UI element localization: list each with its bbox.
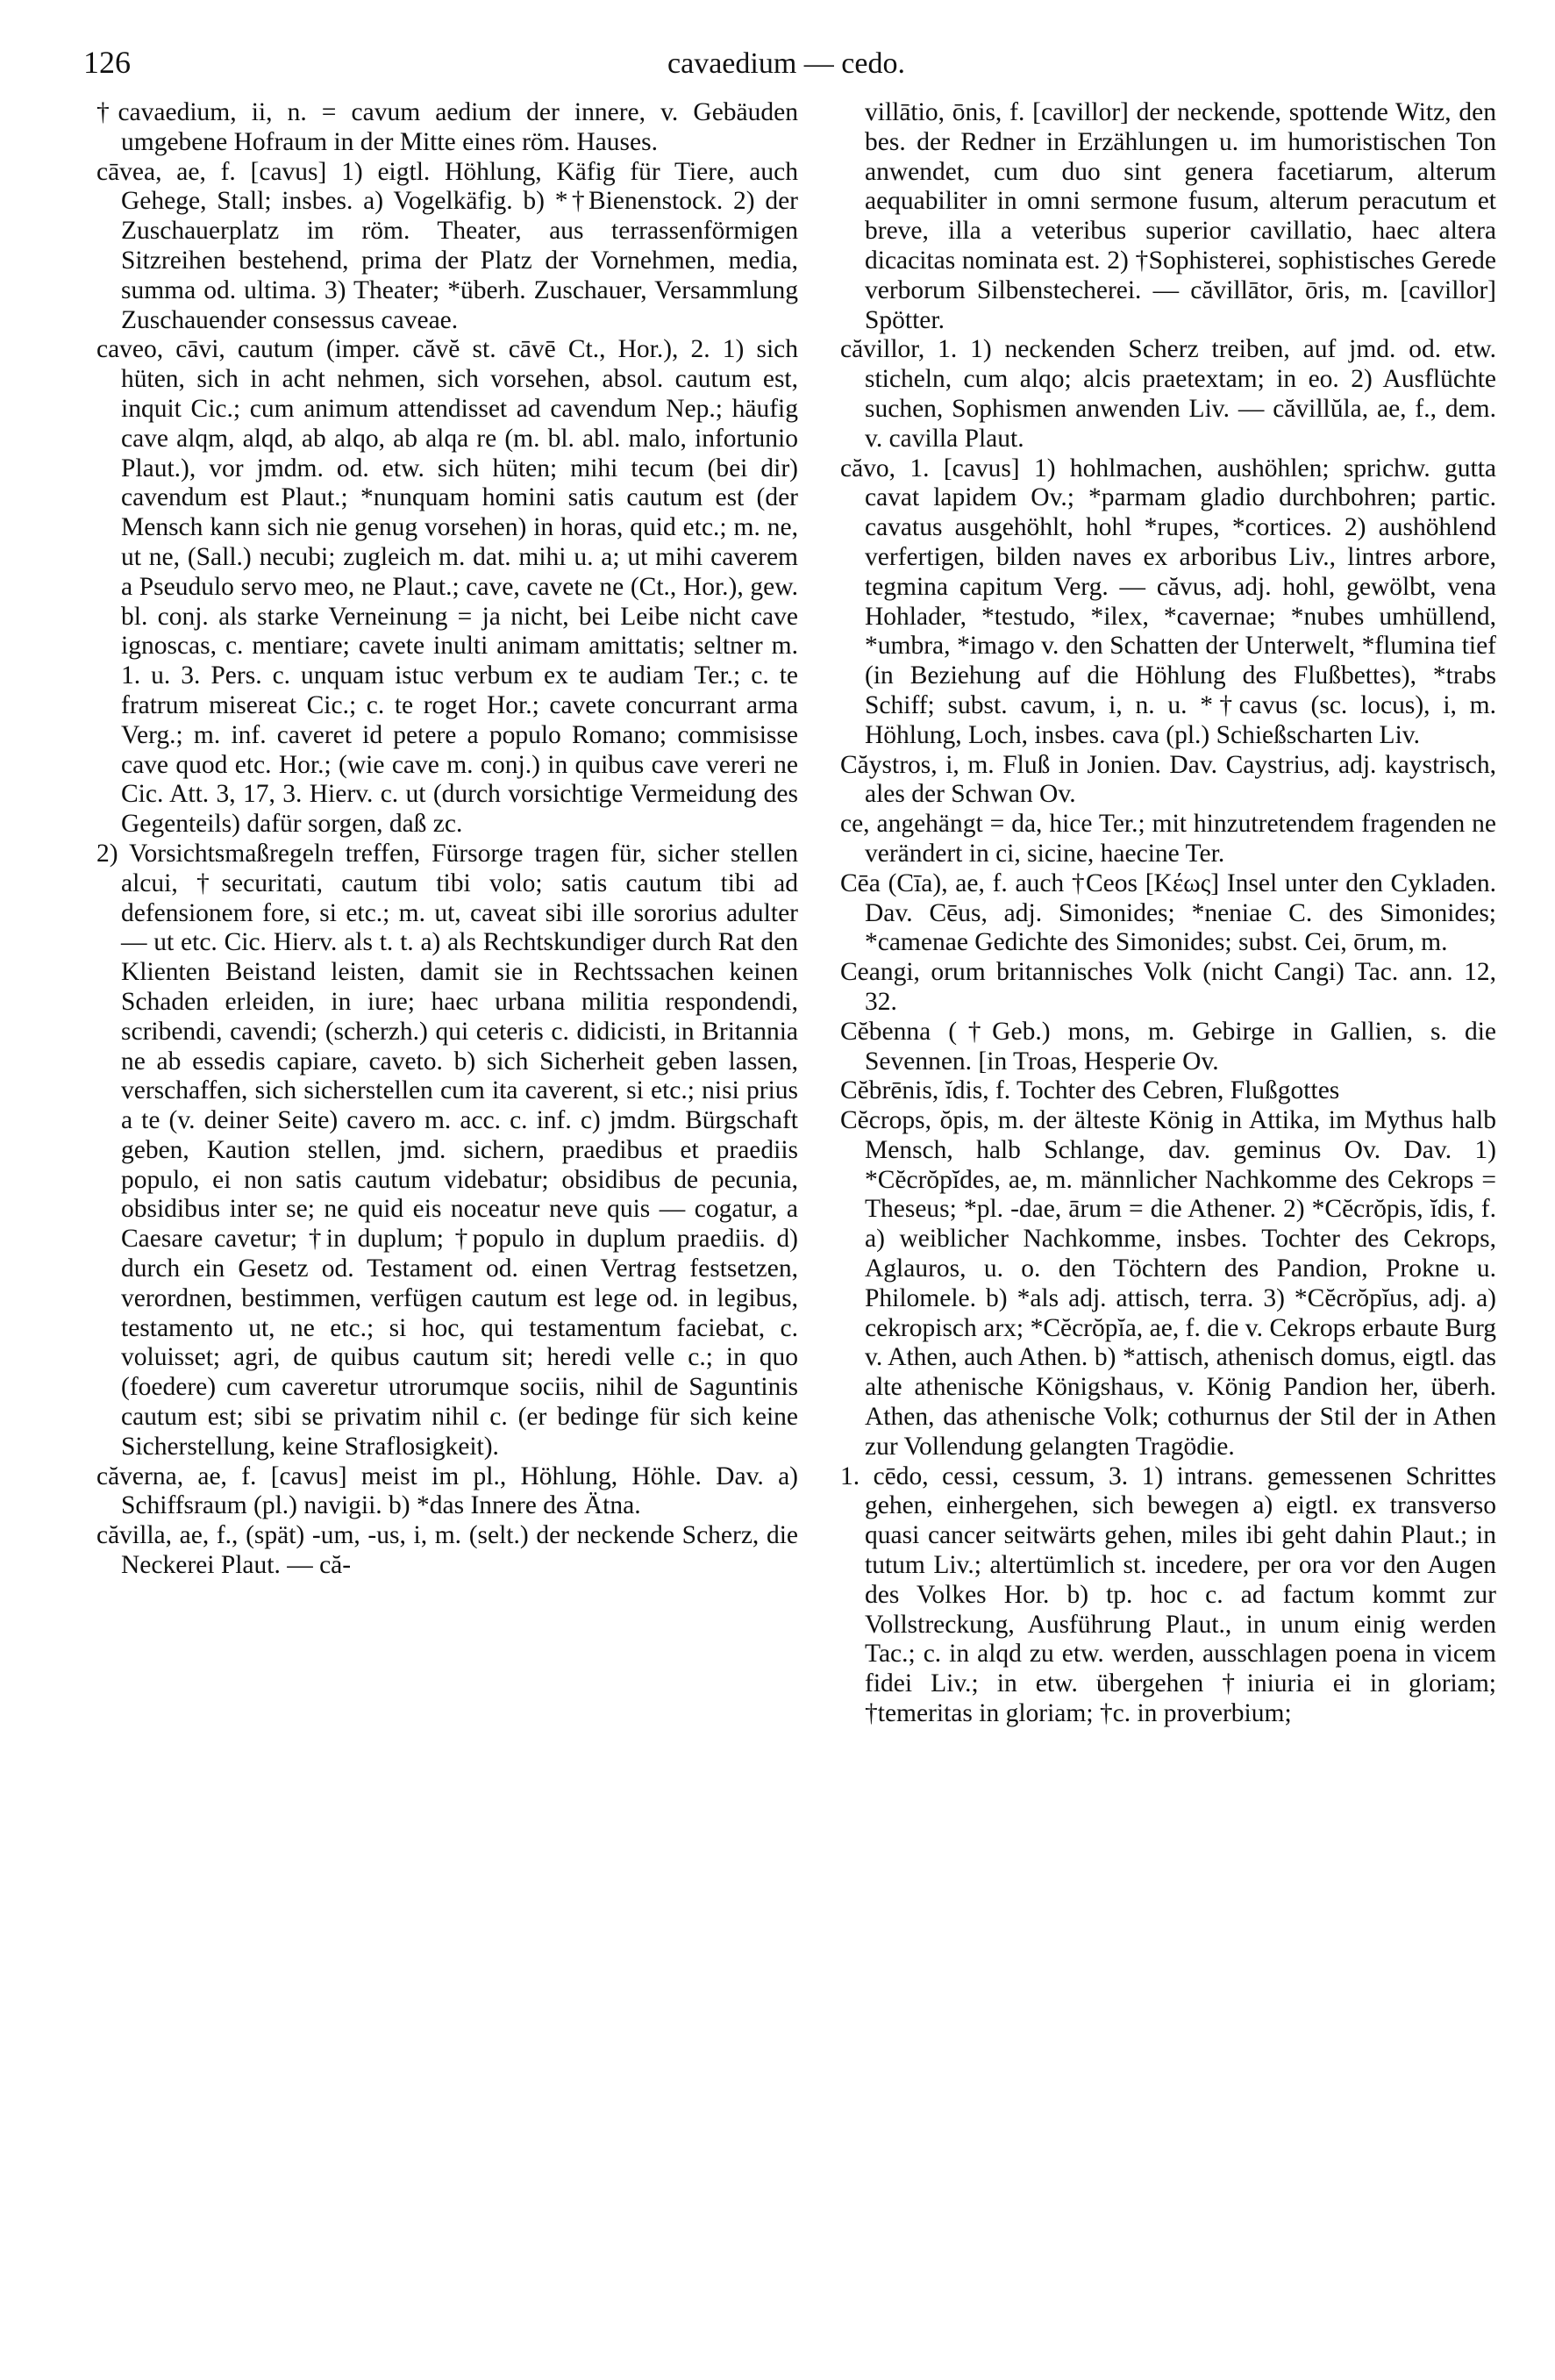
entry-cedo: 1. cēdo, cessi, cessum, 3. 1) intrans. gemessenen Schrittes gehen, einhergehen, sich bewegen a) eigtl. ex transverso quasi cancer seitwärts gehen, miles ibi geht dahin Plaut.; in tutum Liv.; altertümlich st. incedere, per ora vor den Augen des Volkes Hor. b) tp. hoc c. ad factum kommt zur Vollstreckung, Ausführung Plaut., in unum einig werden Tac.; c. in alqd zu etw. werden, ausschlagen poena in vicem fidei Liv.; in etw. übergehen †iniuria ei in gloriam; †temeritas in gloriam; †c. in proverbium;: [840, 1462, 1496, 1728]
entry-ce: ce, angehängt = da, hice Ter.; mit hinzutretendem fragenden ne verändert in ci, sicine, haecine Ter.: [840, 810, 1496, 868]
entry-cecrops: Cĕcrops, ŏpis, m. der älteste König in Attika, im Mythus halb Mensch, halb Schlange, dav. geminus Ov. Dav. 1) *Cĕcrŏpĭdes, ae, m. männlicher Nachkomme des Cekrops = Theseus; *pl. -dae, ārum = die Athener. 2) *Cĕcrŏpis, ĭdis, f. a) weiblicher Nachkomme, insbes. Tochter des Cekrops, Aglauros, u. o. den Töchtern des Pandion, Prokne u. Philomele. b) *als adj. attisch, terra. 3) *Cĕcrŏpĭus, adj. a) cekropisch arx; *Cĕcrŏpĭa, ae, f. die v. Cekrops erbaute Burg v. Athen, auch Athen. b) *attisch, athenisch domus, eigtl. das alte athenische Königshaus, v. König Pandion her, überh. Athen, das athenische Volk; cothurnus der Stil der in Athen zur Vollendung gelangten Tragödie.: [840, 1106, 1496, 1461]
entry-cavillatio: villātio, ōnis, f. [cavillor] der neckende, spottende Witz, den bes. der Redner in Erzählungen u. im humoristischen Ton anwendet, cum duo sint genera facetiarum, alterum aequabiliter in omni sermone fusum, alterum peracutum et breve, illa a veteribus superior cavillatio, haec altera dicacitas nominata est. 2) †Sophisterei, sophistisches Gerede verborum Silbenstecherei. — căvillātor, ōris, m. [cavillor] Spötter.: [865, 98, 1496, 334]
running-title: cavaedium — cedo.: [667, 47, 905, 80]
entry-caverna: căverna, ae, f. [cavus] meist im pl., Höhlung, Höhle. Dav. a) Schiffsraum (pl.) navigii. b) *das Innere des Ätna.: [96, 1462, 798, 1520]
entry-cebrenis: Cĕbrēnis, ĭdis, f. Tochter des Cebren, Flußgottes: [840, 1076, 1340, 1105]
entry-caveo: caveo, cāvi, cautum (imper. căvĕ st. cāvē Ct., Hor.), 2. 1) sich hüten, sich in acht nehmen, sich vorsehen, absol. cautum est, inquit Cic.; cum animum attendisset ad cavendum Nep.; häufig cave alqm, alqd, ab alqo, ab alqa re (m. bl. abl. malo, infortunio Plaut.), vor jmdm. od. etw. sich hüten; mihi tecum (bei dir) cavendum est Plaut.; *nunquam homini satis cautum est (der Mensch kann sich nie genug vorsehen) in horas, quid etc.; m. ne, ut ne, (Sall.) necubi; zugleich m. dat. mihi u. a; ut mihi caverem a Pseudulo servo meo, ne Plaut.; cave, cavete ne (Ct., Hor.), gew. bl. conj. als starke Verneinung = ja nicht, bei Leibe nicht cave ignoscas, c. mentiare; cavete inulti animam amittatis; seltner m. 1. u. 3. Pers. c. unquam istuc verbum ex te audiam Ter.; c. te fratrum misereat Cic.; c. te roget Hor.; cavete concurrant arma Verg.; m. inf. caveret id petere a populo Romano; commisisse cave quod etc. Hor.; (wie cave m. conj.) in quibus cave vereri ne Cic. Att. 3, 17, 3. Hierv. c. ut (durch vorsichtige Vermeidung des Gegenteils) dafür sorgen, daß zc.: [96, 335, 798, 839]
entry-caystros: Căystros, i, m. Fluß in Jonien. Dav. Caystrius, adj. kaystrisch, ales der Schwan Ov.: [840, 750, 1496, 809]
entry-cavilla: căvilla, ae, f., (spät) -um, -us, i, m. (selt.) der neckende Scherz, die Neckerei Plaut. — că-: [96, 1521, 798, 1580]
entry-cea: Cēa (Cīa), ae, f. auch †Ceos [Κέως] Insel unter den Cykladen. Dav. Cēus, adj. Simonides; *neniae C. des Simonides; *camenae Gedichte des Simonides; subst. Cei, ōrum, m.: [840, 868, 1496, 957]
right-column: [840, 98, 1496, 2362]
entry-cavea: cāvea, ae, f. [cavus] 1) eigtl. Höhlung, Käfig für Tiere, auch Gehege, Stall; insbes. a) Vogelkäfig. b) *†Bienenstock. 2) der Zuschauerplatz im röm. Theater, aus terrassenförmigen Sitzreihen bestehend, prima der Platz der Vornehmen, media, summa od. ultima. 3) Theater; *überh. Zuschauer, Versammlung Zuschauender consessus caveae.: [96, 157, 798, 334]
entry-ceangi: Ceangi, orum britannisches Volk (nicht Cangi) Tac. ann. 12, 32.: [840, 958, 1496, 1016]
entry-caveo-sense-2: 2) Vorsichtsmaßregeln treffen, Fürsorge tragen für, sicher stellen alcui, †securitati, cautum tibi volo; satis cautum tibi ad defensionem fore, si etc.; m. ut, caveat sibi ille sororius adulter — ut etc. Cic. Hierv. als t. t. a) als Rechtskundiger durch Rat den Klienten Beistand leisten, damit sie in Rechtssachen keinen Schaden erleiden, in iure; haec urbana militia respondendi, scribendi, cavendi; (scherzh.) qui ceteris c. didicisti, in Britannia ne ab essedis capiare, caveto. b) sich Sicherheit geben lassen, verschaffen, sich sicherstellen cum ita caverent, si etc.; nisi prius a te (v. deiner Seite) cavero m. acc. c. inf. c) jmdm. Bürgschaft geben, Kaution stellen, jmd. sichern, praedibus et praediis populo, ei non satis cautum videbatur; obsidibus de pecunia, obsidibus inter se; ne quid eis noceatur neve quis — cogatur, a Caesare cavetur; †in duplum; †populo in duplum praediis. d) durch ein Gesetz od. Testament od. einen Vertrag festsetzen, verordnen, bestimmen, verfügen cautum est lege od. in legibus, testamento ut, ne etc.; si hoc, qui testamentum faciebat, c. voluisset; agri, de quibus cautum sit; heredi velle c.; in quo (foedere) cum caveretur utrorumque sociis, nihil de Saguntinis cautum est; sibi se privatim nihil c. (er bedinge für sich keine Sicherstellung, keine Straflosigkeit).: [96, 839, 798, 1461]
page-number: 126: [83, 45, 131, 80]
page-header: [83, 44, 1489, 88]
left-column: [96, 98, 798, 2362]
entry-cebenna: Cĕbenna (†Geb.) mons, m. Gebirge in Gallien, s. die Sevennen. [in Troas, Hesperie Ov.: [840, 1017, 1496, 1076]
entry-cavillor: căvillor, 1. 1) neckenden Scherz treiben, auf jmd. od. etw. sticheln, cum alqo; alcis praetextam; in eo. 2) Ausflüchte suchen, Sophismen anwenden Liv. — căvillŭla, ae, f., dem. v. cavilla Plaut.: [840, 335, 1496, 453]
entry-cavaedium: †cavaedium, ii, n. = cavum aedium der innere, v. Gebäuden umgebene Hofraum in der Mitte eines röm. Hauses.: [96, 98, 798, 156]
entry-cavo: căvo, 1. [cavus] 1) hohlmachen, aushöhlen; sprichw. gutta cavat lapidem Ov.; *parmam gladio durchbohren; partic. cavatus ausgehöhlt, hohl *rupes, *cortices. 2) aushöhlend verfertigen, bilden naves ex arboribus Liv., lintres arbore, tegmina capitum Verg. — căvus, adj. hohl, gewölbt, vena Hohlader, *testudo, *ilex, *cavernae; *nubes umhüllend, *umbra, *imago v. den Schatten der Unterwelt, *flumina tief (in Beziehung auf die Höhlung des Flußbettes), *trabs Schiff; subst. cavum, i, n. u. *†cavus (sc. locus), i, m. Höhlung, Loch, insbes. cava (pl.) Schießscharten Liv.: [840, 454, 1496, 749]
